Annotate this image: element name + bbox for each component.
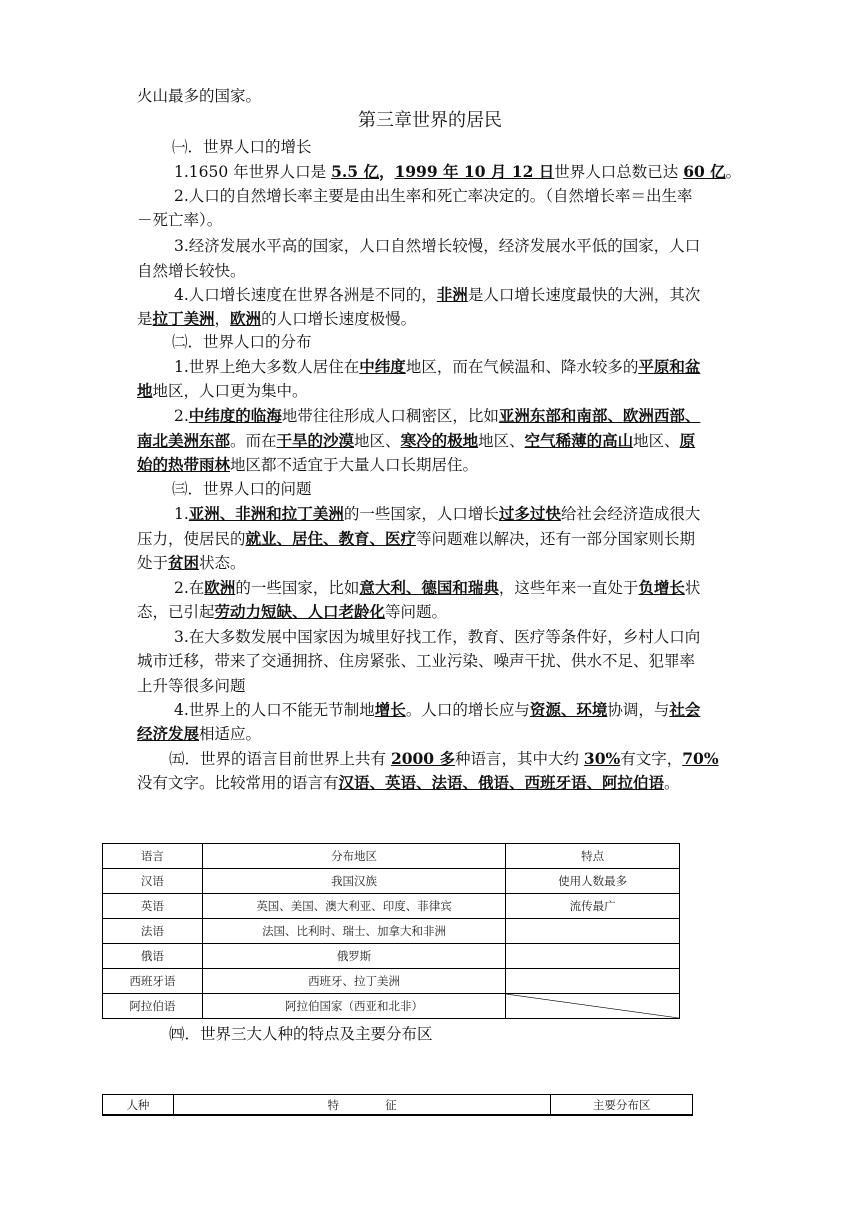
language-table: [102, 843, 680, 1019]
sec1-para1: 1.1650 年世界人口是 5.5 亿，1999 年 10 月 12 日世界人口总数已达 60 亿。: [174, 162, 742, 181]
sec1-para4-line2: 是拉丁美洲，欧洲的人口增长速度极慢。: [137, 309, 417, 328]
sec3-para2-line2: 态，已引起劳动力短缺、人口老龄化等问题。: [137, 602, 448, 621]
sec1-para4-line1: 4.人口增长速度在世界各洲是不同的，非洲是人口增长速度最快的大洲，其次: [174, 285, 701, 304]
section-1-heading: ㈠．世界人口的增长: [172, 138, 312, 156]
header-cell: 语言: [103, 844, 203, 869]
sec3-para1-line3: 处于贫困状态。: [137, 553, 246, 572]
sec2-para2-line3: 始的热带雨林地区都不适宜于大量人口长期居住。: [137, 455, 479, 474]
table-cell: 俄语: [103, 944, 203, 969]
table-row: [103, 869, 680, 894]
sec1-para2-line1: 2.人口的自然增长率主要是由出生率和死亡率决定的。（自然增长率＝出生率: [174, 187, 693, 205]
section-4-heading: ㈣．世界三大人种的特点及主要分布区: [169, 1025, 433, 1043]
sec1-para3-line1: 3.经济发展水平高的国家，人口自然增长较慢，经济发展水平低的国家，人口: [174, 237, 701, 255]
table-cell: [506, 969, 680, 994]
header-cell: 主要分布区: [551, 1095, 693, 1116]
sec3-para2-line1: 2.在欧洲的一些国家，比如意大利、德国和瑞典，这些年来一直处于负增长状: [174, 578, 701, 597]
sec2-para2-line2: 南北美洲东部。而在干旱的沙漠地区、寒冷的极地地区、空气稀薄的高山地区、原: [137, 431, 696, 450]
section-2-heading: ㈡．世界人口的分布: [172, 333, 312, 351]
sec3-para3-line3: 上升等很多问题: [137, 677, 246, 695]
table-cell: [506, 919, 680, 944]
section-3-heading: ㈢．世界人口的问题: [172, 480, 312, 498]
table-cell: 法国、比利时、瑞士、加拿大和非洲: [202, 919, 505, 944]
header-cell: 特点: [506, 844, 680, 869]
table-row: [103, 944, 680, 969]
table-cell: 俄罗斯: [202, 944, 505, 969]
sec3-para4-line2: 经济发展相适应。: [137, 724, 262, 743]
language-table-header: [103, 844, 680, 869]
table-cell: 阿拉伯语: [103, 994, 203, 1019]
sec1-para2-line2: －死亡率）。: [137, 211, 223, 229]
sec3-para3-line1: 3.在大多数发展中国家因为城里好找工作，教育、医疗等条件好，乡村人口向: [174, 628, 701, 646]
table-row: [103, 894, 680, 919]
table-row: [103, 994, 680, 1019]
chapter-title: 第三章世界的居民: [358, 110, 502, 131]
table-cell: 阿拉伯国家（西亚和北非）: [202, 994, 505, 1019]
sec5-line2: 没有文字。比较常用的语言有汉语、英语、法语、俄语、西班牙语、阿拉伯语。: [137, 773, 680, 792]
table-cell: 西班牙语: [103, 969, 203, 994]
table-cell: 英国、美国、澳大利亚、印度、菲律宾: [202, 894, 505, 919]
diagonal-line: [506, 994, 679, 1018]
table-cell: [506, 944, 680, 969]
table-cell: 我国汉族: [202, 869, 505, 894]
table-row: [103, 919, 680, 944]
intro-line: 火山最多的国家。: [137, 87, 262, 105]
sec3-para1-line2: 压力，使居民的就业、居住、教育、医疗等问题难以解决，还有一部分国家则长期: [137, 529, 696, 548]
sec3-para4-line1: 4.世界上的人口不能无节制地增长。人口的增长应与资源、环境协调，与社会: [174, 700, 701, 719]
sec5-line1: ㈤．世界的语言目前世界上共有 2000 多种语言，其中大约 30%有文字，70%: [169, 749, 719, 768]
diagonal-cell: [506, 994, 680, 1019]
sec2-para1-line1: 1.世界上绝大多数人居住在中纬度地区，而在气候温和、降水较多的平原和盆: [174, 357, 701, 376]
sec3-para1-line1: 1.亚洲、非洲和拉丁美洲的一些国家，人口增长过多过快给社会经济造成很大: [174, 504, 701, 523]
table-cell: 西班牙、拉丁美洲: [202, 969, 505, 994]
table-cell: 英语: [103, 894, 203, 919]
sec1-para3-line2: 自然增长较快。: [137, 262, 246, 280]
sec3-para3-line2: 城市迁移，带来了交通拥挤、住房紧张、工业污染、噪声干扰、供水不足、犯罪率: [137, 652, 696, 670]
header-cell: 人种: [103, 1095, 174, 1116]
race-table-header: [103, 1095, 693, 1116]
table-cell: 使用人数最多: [506, 869, 680, 894]
sec2-para2-line1: 2.中纬度的临海地带往往形成人口稠密区，比如亚洲东部和南部、欧洲西部、: [174, 406, 701, 425]
table-row: [103, 969, 680, 994]
header-cell: 分布地区: [202, 844, 505, 869]
sec2-para1-line2: 地地区，人口更为集中。: [137, 381, 308, 400]
table-cell: 法语: [103, 919, 203, 944]
race-table: [102, 1094, 693, 1116]
header-cell: 特 征: [173, 1095, 550, 1116]
table-cell: 汉语: [103, 869, 203, 894]
table-cell: 流传最广: [506, 894, 680, 919]
